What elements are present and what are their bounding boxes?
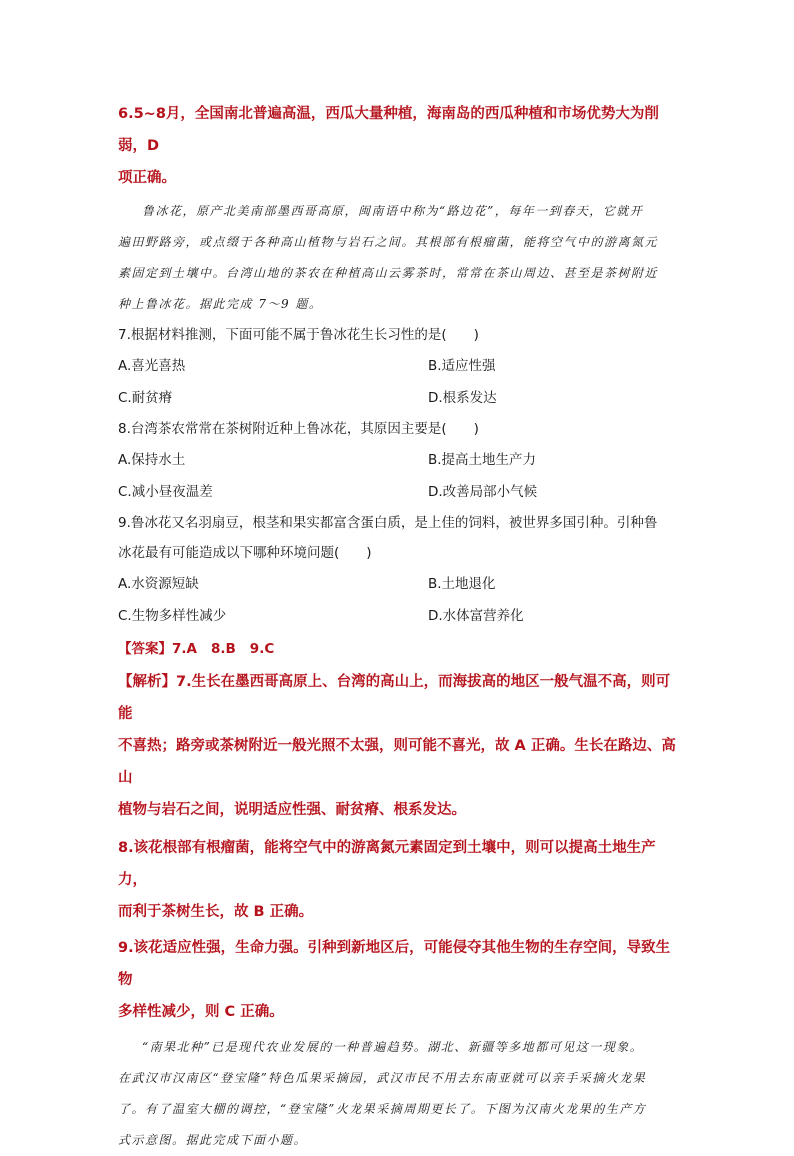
answer-section (118, 632, 678, 666)
question-8-stem: 8.台湾茶农常常在茶树附近种上鲁冰花，其原因主要是( ) (118, 421, 479, 437)
passage-dragon-fruit-line-3: 了。有了温室大棚的调控，“登宝隆”火龙果采摘周期更长了。下图为汉南火龙果的生产方 (118, 1102, 647, 1116)
question-9-options-row-1 (118, 568, 678, 600)
passage-lupine-line-4: 种上鲁冰花。据此完成 7～9 题。 (118, 297, 323, 311)
analysis-9-line-1: 9.该花适应性强，生命力强。引种到新地区后，可能侵夺其他生物的生存空间，导致生物 (118, 940, 671, 988)
question-7-options-row-2 (118, 382, 678, 414)
question-7-stem: 7.根据材料推测，下面可能不属于鲁冰花生长习性的是( ) (118, 327, 479, 343)
question-8-option-d: D.改善局部小气候 (428, 484, 538, 500)
question-9-stem-line-2: 冰花最有可能造成以下哪种环境问题( ) (118, 545, 372, 561)
passage-dragon-fruit-line-1: “南果北种”已是现代农业发展的一种普遍趋势。湖北、新疆等多地都可见这一现象。 (142, 1040, 644, 1054)
passage-dragon-fruit-line-2: 在武汉市汉南区“登宝隆”特色瓜果采摘园，武汉市民不用去东南亚就可以亲手采摘火龙果 (118, 1071, 647, 1085)
prev-answer-line-2: 项正确。 (118, 170, 176, 186)
analysis-para-7 (118, 666, 678, 826)
question-8-options-row-1 (118, 444, 678, 476)
passage-dragon-fruit-line-4: 式示意图。据此完成下面小题。 (118, 1133, 308, 1147)
passage-lupine-line-3: 素固定到土壤中。台湾山地的茶农在种植高山云雾茶时，常常在茶山周边、甚至是茶树附近 (118, 266, 659, 280)
analysis-section (118, 666, 678, 1028)
analysis-8-line-1: 8.该花根部有根瘤菌，能将空气中的游离氮元素固定到土壤中，则可以提高土地生产力， (118, 840, 656, 888)
analysis-9-line-2: 多样性减少，则 C 正确。 (118, 1004, 284, 1020)
passage-dragon-fruit (118, 1032, 678, 1156)
question-8-option-a: A.保持水土 (118, 452, 186, 468)
question-7-option-b: B.适应性强 (428, 358, 496, 374)
question-9-option-b: B.土地退化 (428, 576, 496, 592)
prev-answer-explanation (118, 98, 678, 194)
analysis-7-line-2: 不喜热；路旁或茶树附近一般光照不太强，则可能不喜光，故 A 正确。生长在路边、高山 (118, 738, 676, 786)
analysis-7-line-3: 植物与岩石之间，说明适应性强、耐贫瘠、根系发达。 (118, 802, 466, 818)
question-9 (118, 508, 678, 632)
question-9-option-a: A.水资源短缺 (118, 576, 199, 592)
answer-label: 【答案】 (118, 641, 172, 657)
passage-lupine-line-1: 鲁冰花，原产北美南部墨西哥高原，闽南语中称为“路边花”，每年一到春天，它就开 (142, 204, 644, 218)
analysis-8-line-2: 而利于茶树生长，故 B 正确。 (118, 904, 314, 920)
passage-lupine-line-2: 遍田野路旁，或点缀于各种高山植物与岩石之间。其根部有根瘤菌，能将空气中的游离氮元 (118, 235, 659, 249)
question-7-options-row-1 (118, 350, 678, 382)
question-7 (118, 320, 678, 414)
question-9-stem-line-1: 9.鲁冰花又名羽扇豆，根茎和果实都富含蛋白质，是上佳的饲料，被世界多国引种。引种鲁 (118, 515, 658, 531)
question-8-option-b: B.提高土地生产力 (428, 452, 537, 468)
analysis-para-9 (118, 932, 678, 1028)
question-8-options-row-2 (118, 476, 678, 508)
question-9-option-c: C.生物多样性减少 (118, 608, 227, 624)
prev-answer-line-1: 6.5~8月，全国南北普遍高温，西瓜大量种植，海南岛的西瓜种植和市场优势大为削弱，D (118, 106, 659, 154)
question-8-option-c: C.减小昼夜温差 (118, 484, 213, 500)
question-7-option-c: C.耐贫瘠 (118, 390, 173, 406)
question-8 (118, 414, 678, 508)
passage-lupine (118, 196, 678, 320)
question-9-option-d: D.水体富营养化 (428, 608, 524, 624)
question-9-options-row-2 (118, 600, 678, 632)
answer-9: 9.C (249, 641, 275, 657)
document-page (118, 98, 678, 1156)
analysis-para-8 (118, 832, 678, 928)
answer-8: 8.B (210, 641, 236, 657)
question-7-option-a: A.喜光喜热 (118, 358, 186, 374)
analysis-7-line-1: 7.生长在墨西哥高原上、台湾的高山上，而海拔高的地区一般气温不高，则可能 (118, 674, 671, 722)
question-7-option-d: D.根系发达 (428, 390, 497, 406)
analysis-label: 【解析】 (118, 674, 176, 690)
answer-7: 7.A (172, 641, 197, 657)
